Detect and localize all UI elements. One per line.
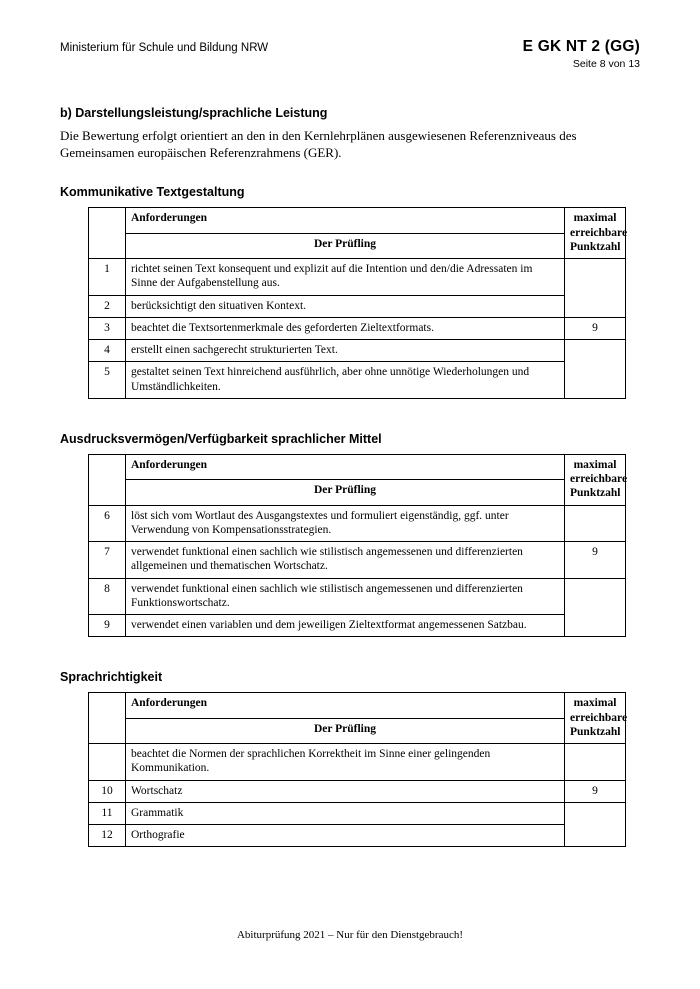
row-text: gestaltet seinen Text hinreichend ausführlich, aber ohne unnötige Wiederholungen und Umständlichkeiten.: [126, 362, 565, 399]
header-empty-cell: [89, 693, 126, 718]
row-text: verwendet funktional einen sachlich wie stilistisch angemessenen und differenzierten allgemeinen und thematischen Wortschatz.: [126, 542, 565, 579]
table-row: [89, 317, 626, 339]
row-number: 7: [89, 542, 126, 579]
row-number: 10: [89, 780, 126, 802]
intro-paragraph: Die Bewertung erfolgt orientiert an den in den Kernlehrplänen ausgewiesenen Referenzniveaus des Gemeinsamen europäischen Referenzrahmens (GER).: [60, 128, 577, 161]
table-row: [89, 744, 626, 781]
table-subheader-row: [89, 480, 626, 505]
row-text: löst sich vom Wortlaut des Ausgangstextes und formuliert eigenständig, ggf. unter Verwendung von Kompensationsstrategien.: [126, 505, 565, 542]
header-points-line3: Punktzahl: [570, 725, 621, 738]
subheader-der-pruefling: Der Prüfling: [126, 480, 565, 505]
header-points-line2: erreichbare: [570, 473, 628, 486]
row-number: 9: [89, 615, 126, 637]
header-right-block: [523, 38, 640, 70]
subheader-empty-cell: [89, 718, 126, 743]
row-text: verwendet funktional einen sachlich wie stilistisch angemessenen und differenzierten Funktionswortschatz.: [126, 578, 565, 615]
table-subheader-row: [89, 718, 626, 743]
points-value: 9: [565, 780, 626, 802]
table-row: [89, 542, 626, 579]
row-text: Wortschatz: [126, 780, 565, 802]
criteria-table-sprachrichtigkeit: [88, 692, 626, 847]
row-text: richtet seinen Text konsequent und explizit auf die Intention und den/die Adressaten im Sinne der Aufgabenstellung aus.: [126, 259, 565, 296]
subheader-empty-cell: [89, 480, 126, 505]
section-title-kommunikative-textgestaltung: Kommunikative Textgestaltung: [60, 185, 245, 200]
header-points: [565, 693, 626, 744]
subheader-der-pruefling: Der Prüfling: [126, 233, 565, 258]
table-row: [89, 780, 626, 802]
header-points: [565, 454, 626, 505]
header-anforderungen: Anforderungen: [126, 208, 565, 233]
page-number: Seite 8 von 13: [572, 58, 640, 70]
section-title-sprachrichtigkeit: Sprachrichtigkeit: [60, 670, 163, 685]
criteria-table-ausdrucksvermoegen: [88, 454, 626, 638]
row-text: Orthografie: [126, 825, 565, 847]
row-number: 2: [89, 295, 126, 317]
criteria-table-kommunikative-textgestaltung: [88, 207, 626, 399]
row-text: verwendet einen variablen und dem jeweiligen Zieltextformat angemessenen Satzbau.: [126, 615, 565, 637]
table-row: [89, 825, 626, 847]
header-points: [565, 208, 626, 259]
points-spacer-top: [565, 505, 626, 542]
row-number: 3: [89, 317, 126, 339]
points-value: 9: [565, 542, 626, 579]
header-points-line1: maximal: [573, 697, 617, 710]
table-row: [89, 340, 626, 362]
header-anforderungen: Anforderungen: [126, 454, 565, 479]
row-text: beachtet die Normen der sprachlichen Korrektheit im Sinne einer gelingenden Kommunikation.: [126, 744, 565, 781]
row-number: 5: [89, 362, 126, 399]
header-points-line3: Punktzahl: [570, 487, 621, 500]
exam-code: E GK NT 2 (GG): [522, 38, 640, 55]
header-points-line1: maximal: [573, 458, 617, 471]
section-b-title: b) Darstellungsleistung/sprachliche Leistung: [60, 106, 328, 120]
table-header-row: [89, 693, 626, 718]
points-spacer-bottom: [565, 578, 626, 637]
header-empty-cell: [89, 454, 126, 479]
points-spacer-top: [565, 259, 626, 318]
points-spacer-bottom: [565, 802, 626, 847]
table-row: [89, 505, 626, 542]
row-text: Grammatik: [126, 802, 565, 824]
section-title-ausdrucksvermoegen: Ausdrucksvermögen/Verfügbarkeit sprachlicher Mittel: [60, 431, 382, 446]
row-number: 8: [89, 578, 126, 615]
points-spacer-bottom: [565, 340, 626, 399]
points-value: 9: [565, 317, 626, 339]
table-row: [89, 578, 626, 615]
header-empty-cell: [89, 208, 126, 233]
row-number: 4: [89, 340, 126, 362]
header-anforderungen: Anforderungen: [126, 693, 565, 718]
row-number: 1: [89, 259, 126, 296]
points-spacer-top: [565, 744, 626, 781]
table-subheader-row: [89, 233, 626, 258]
row-number: 12: [89, 825, 126, 847]
row-number: [89, 744, 126, 781]
row-text: berücksichtigt den situativen Kontext.: [126, 295, 565, 317]
table-row: [89, 295, 626, 317]
page-footer: Abiturprüfung 2021 – Nur für den Dienstgebrauch!: [236, 929, 464, 941]
row-number: 11: [89, 802, 126, 824]
row-number: 6: [89, 505, 126, 542]
row-text: erstellt einen sachgerecht strukturierten Text.: [126, 340, 565, 362]
subheader-empty-cell: [89, 233, 126, 258]
table-row: [89, 802, 626, 824]
table-header-row: [89, 208, 626, 233]
ministry-label: Ministerium für Schule und Bildung NRW: [60, 42, 269, 54]
table-header-row: [89, 454, 626, 479]
header-points-line2: erreichbare: [570, 226, 628, 239]
table-row: [89, 259, 626, 296]
header-points-line3: Punktzahl: [570, 240, 621, 253]
header-points-line2: erreichbare: [570, 711, 628, 724]
subheader-der-pruefling: Der Prüfling: [126, 718, 565, 743]
page-header: [60, 38, 640, 70]
row-text: beachtet die Textsortenmerkmale des geforderten Zieltextformats.: [126, 317, 565, 339]
header-points-line1: maximal: [573, 212, 617, 225]
table-row: [89, 362, 626, 399]
table-row: [89, 615, 626, 637]
